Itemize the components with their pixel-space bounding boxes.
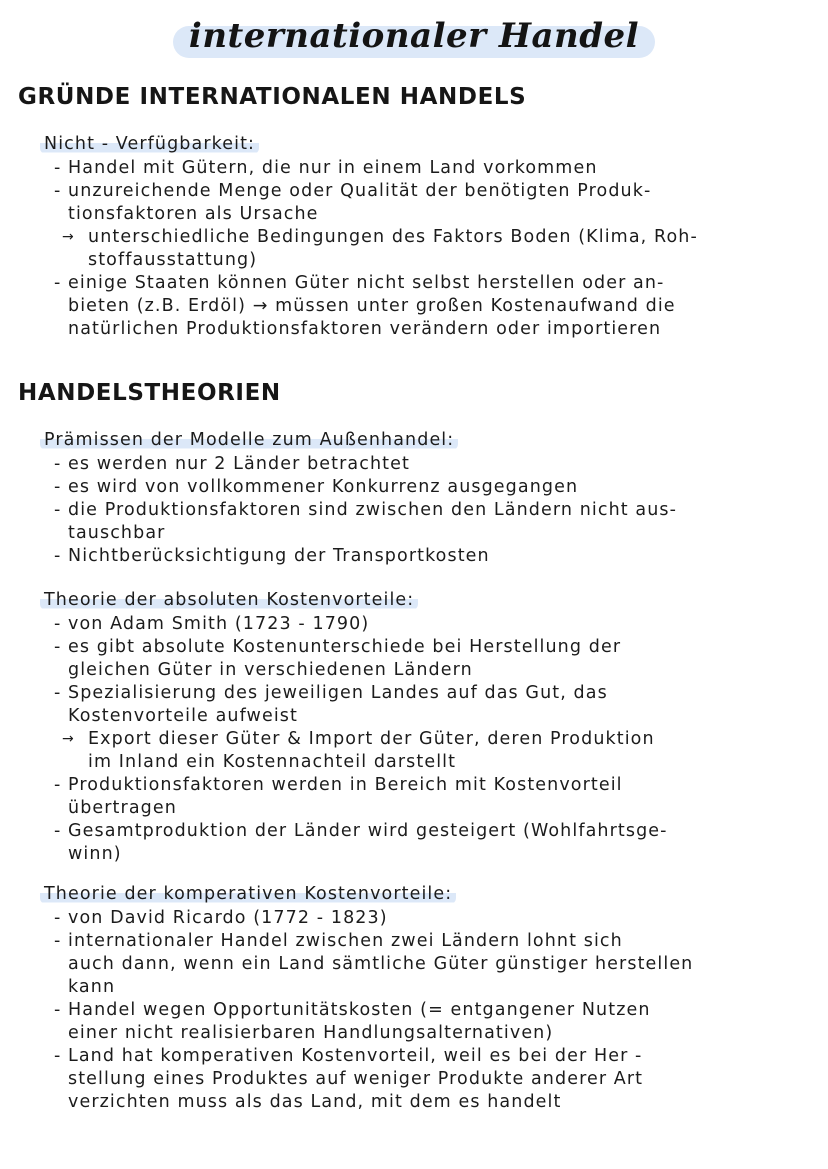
- list-item: [54, 180, 814, 226]
- list-komperative-kostenvorteile: [54, 907, 814, 1114]
- list-item-line: → unterschiedliche Bedingungen des Faktors Boden (Klima, Roh-: [88, 227, 698, 247]
- list-item-line: - internationaler Handel zwischen zwei Ländern lohnt sich: [68, 931, 623, 951]
- list-item-line: - von David Ricardo (1772 - 1823): [68, 908, 388, 928]
- list-praemissen: [54, 453, 814, 568]
- section-heading-gruende: GRÜNDE INTERNATIONALEN HANDELS: [18, 84, 527, 110]
- list-item-line: - es gibt absolute Kostenunterschiede bei Herstellung der: [68, 637, 622, 657]
- arrow-list-item: [54, 226, 814, 272]
- list-nicht-verfuegbarkeit: [54, 157, 814, 341]
- list-item-line: - Handel wegen Opportunitätskosten (= entgangener Nutzen: [68, 1000, 651, 1020]
- list-item-line: übertragen: [68, 798, 177, 818]
- list-item-line: - einige Staaten können Güter nicht selbst herstellen oder an-: [68, 273, 665, 293]
- list-item-line: winn): [68, 844, 122, 864]
- subheading-nicht-verfuegbarkeit: Nicht - Verfügbarkeit:: [40, 134, 259, 154]
- list-item: [54, 907, 814, 930]
- list-item-line: auch dann, wenn ein Land sämtliche Güter günstiger herstellen: [68, 954, 694, 974]
- list-item-line: - es werden nur 2 Länder betrachtet: [68, 454, 410, 474]
- list-item-line: tionsfaktoren als Ursache: [68, 204, 319, 224]
- list-item: [54, 157, 814, 180]
- arrow-list-item: [54, 728, 814, 774]
- list-item: [54, 476, 814, 499]
- list-item-line: - Gesamtproduktion der Länder wird gesteigert (Wohlfahrtsge-: [68, 821, 668, 841]
- list-absolute-kostenvorteile: [54, 613, 814, 866]
- subheading-praemissen: Prämissen der Modelle zum Außenhandel:: [40, 430, 458, 450]
- list-item-line: bieten (z.B. Erdöl) → müssen unter großen Kostenaufwand die: [68, 296, 676, 316]
- list-item: [54, 453, 814, 476]
- list-item-line: einer nicht realisierbaren Handlungsalternativen): [68, 1023, 554, 1043]
- list-item: [54, 272, 814, 341]
- list-item-line: - Produktionsfaktoren werden in Bereich mit Kostenvorteil: [68, 775, 623, 795]
- list-item: [54, 930, 814, 999]
- list-item-line: natürlichen Produktionsfaktoren verändern oder importieren: [68, 319, 662, 339]
- list-item-line: → Export dieser Güter & Import der Güter, deren Produktion: [88, 729, 655, 749]
- list-item-line: - unzureichende Menge oder Qualität der benötigten Produk-: [68, 181, 652, 201]
- list-item-line: stellung eines Produktes auf weniger Produkte anderer Art: [68, 1069, 644, 1089]
- list-item-line: - Nichtberücksichtigung der Transportkosten: [68, 546, 490, 566]
- list-item-line: kann: [68, 977, 116, 997]
- subheading-komperative-kostenvorteile: Theorie der komperativen Kostenvorteile:: [40, 884, 456, 904]
- title-wrap: [0, 14, 828, 60]
- list-item: [54, 682, 814, 728]
- list-item-line: tauschbar: [68, 523, 166, 543]
- list-item-line: im Inland ein Kostennachteil darstellt: [88, 752, 457, 772]
- list-item-line: - die Produktionsfaktoren sind zwischen den Ländern nicht aus-: [68, 500, 678, 520]
- list-item-line: Kostenvorteile aufweist: [68, 706, 298, 726]
- list-item-line: verzichten muss als das Land, mit dem es handelt: [68, 1092, 562, 1112]
- list-item: [54, 999, 814, 1045]
- list-item-line: - Land hat komperativen Kostenvorteil, weil es bei der Her -: [68, 1046, 643, 1066]
- list-item: [54, 499, 814, 545]
- list-item-line: gleichen Güter in verschiedenen Ländern: [68, 660, 473, 680]
- list-item-line: - Spezialisierung des jeweiligen Landes auf das Gut, das: [68, 683, 608, 703]
- list-item: [54, 1045, 814, 1114]
- section-heading-handelstheorien: HANDELSTHEORIEN: [18, 380, 281, 406]
- list-item-line: - Handel mit Gütern, die nur in einem Land vorkommen: [68, 158, 598, 178]
- list-item: [54, 545, 814, 568]
- subheading-absolute-kostenvorteile: Theorie der absoluten Kostenvorteile:: [40, 590, 418, 610]
- list-item-line: - es wird von vollkommener Konkurrenz ausgegangen: [68, 477, 579, 497]
- page-title: internationaler Handel: [173, 14, 655, 60]
- list-item: [54, 613, 814, 636]
- list-item-line: - von Adam Smith (1723 - 1790): [68, 614, 370, 634]
- list-item: [54, 774, 814, 820]
- list-item: [54, 820, 814, 866]
- list-item: [54, 636, 814, 682]
- list-item-line: stoffausstattung): [88, 250, 258, 270]
